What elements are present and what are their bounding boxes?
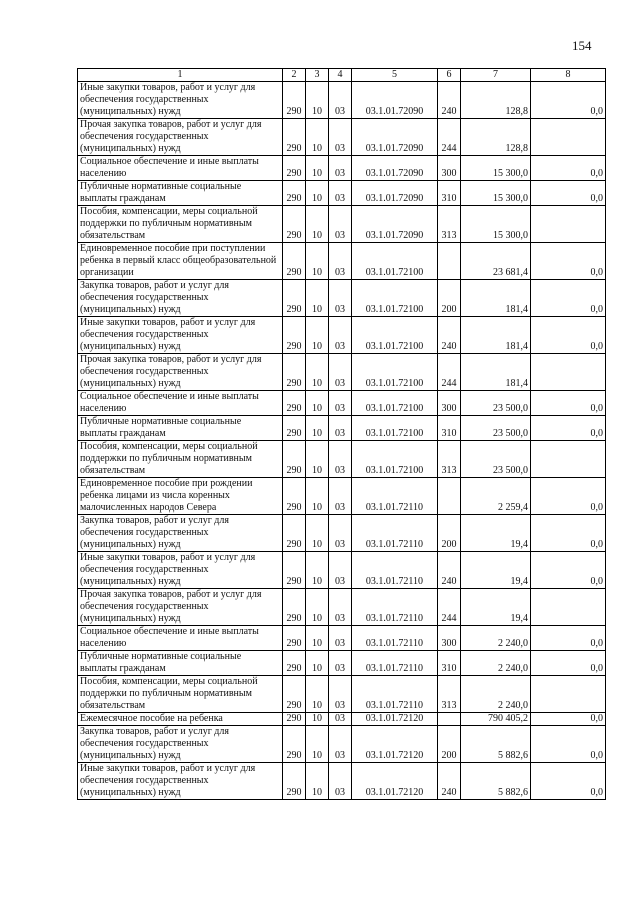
table-row bbox=[78, 243, 606, 280]
col-expense-type-cell: 244 bbox=[438, 119, 461, 156]
table-row bbox=[78, 206, 606, 243]
column-header-6: 6 bbox=[438, 69, 461, 82]
col-target-article-cell: 03.1.01.72110 bbox=[352, 515, 438, 552]
col-ministry-cell: 290 bbox=[283, 206, 306, 243]
col-amount-cell: 128,8 bbox=[461, 119, 531, 156]
col-subsection-cell: 03 bbox=[329, 676, 352, 713]
col-section-cell: 10 bbox=[306, 317, 329, 354]
col-section-cell: 10 bbox=[306, 626, 329, 651]
col-change-cell: 0,0 bbox=[531, 478, 606, 515]
col-expense-type-cell bbox=[438, 713, 461, 726]
col-expense-type-cell: 200 bbox=[438, 726, 461, 763]
col-amount-cell: 5 882,6 bbox=[461, 763, 531, 800]
col-expense-type-cell: 200 bbox=[438, 280, 461, 317]
col-amount-cell: 19,4 bbox=[461, 515, 531, 552]
col-subsection-cell: 03 bbox=[329, 119, 352, 156]
table-row bbox=[78, 416, 606, 441]
col-change-cell: 0,0 bbox=[531, 763, 606, 800]
col-target-article-cell: 03.1.01.72100 bbox=[352, 416, 438, 441]
col-section-cell: 10 bbox=[306, 391, 329, 416]
col-target-article-cell: 03.1.01.72110 bbox=[352, 676, 438, 713]
col-subsection-cell: 03 bbox=[329, 280, 352, 317]
col-subsection-cell: 03 bbox=[329, 515, 352, 552]
col-name-cell: Пособия, компенсации, меры социальной поддержки по публичным нормативным обязательствам bbox=[78, 441, 283, 478]
col-expense-type-cell: 200 bbox=[438, 515, 461, 552]
col-amount-cell: 23 500,0 bbox=[461, 416, 531, 441]
col-ministry-cell: 290 bbox=[283, 589, 306, 626]
col-ministry-cell: 290 bbox=[283, 676, 306, 713]
table-row bbox=[78, 391, 606, 416]
col-subsection-cell: 03 bbox=[329, 478, 352, 515]
col-target-article-cell: 03.1.01.72110 bbox=[352, 651, 438, 676]
col-ministry-cell: 290 bbox=[283, 181, 306, 206]
table-header-row bbox=[78, 69, 606, 82]
col-name-cell: Закупка товаров, работ и услуг для обеспечения государственных (муниципальных) нужд bbox=[78, 515, 283, 552]
col-expense-type-cell: 310 bbox=[438, 651, 461, 676]
column-header-8: 8 bbox=[531, 69, 606, 82]
budget-table bbox=[77, 68, 606, 800]
col-ministry-cell: 290 bbox=[283, 763, 306, 800]
col-target-article-cell: 03.1.01.72090 bbox=[352, 206, 438, 243]
col-ministry-cell: 290 bbox=[283, 552, 306, 589]
col-change-cell: 0,0 bbox=[531, 243, 606, 280]
table-row bbox=[78, 354, 606, 391]
col-target-article-cell: 03.1.01.72110 bbox=[352, 626, 438, 651]
col-expense-type-cell: 240 bbox=[438, 317, 461, 354]
col-expense-type-cell: 244 bbox=[438, 589, 461, 626]
column-header-7: 7 bbox=[461, 69, 531, 82]
col-expense-type-cell: 300 bbox=[438, 391, 461, 416]
col-change-cell: 0,0 bbox=[531, 626, 606, 651]
col-expense-type-cell: 300 bbox=[438, 626, 461, 651]
col-name-cell: Прочая закупка товаров, работ и услуг для обеспечения государственных (муниципальных) нужд bbox=[78, 589, 283, 626]
col-target-article-cell: 03.1.01.72100 bbox=[352, 441, 438, 478]
col-target-article-cell: 03.1.01.72090 bbox=[352, 119, 438, 156]
table-row bbox=[78, 726, 606, 763]
col-subsection-cell: 03 bbox=[329, 317, 352, 354]
col-name-cell: Пособия, компенсации, меры социальной поддержки по публичным нормативным обязательствам bbox=[78, 206, 283, 243]
col-name-cell: Единовременное пособие при рождении ребенка лицами из числа коренных малочисленных народов Севера bbox=[78, 478, 283, 515]
col-ministry-cell: 290 bbox=[283, 626, 306, 651]
col-subsection-cell: 03 bbox=[329, 181, 352, 206]
col-expense-type-cell: 310 bbox=[438, 181, 461, 206]
col-section-cell: 10 bbox=[306, 119, 329, 156]
col-name-cell: Прочая закупка товаров, работ и услуг для обеспечения государственных (муниципальных) нужд bbox=[78, 354, 283, 391]
table-row bbox=[78, 119, 606, 156]
col-name-cell: Единовременное пособие при поступлении ребенка в первый класс общеобразовательной организации bbox=[78, 243, 283, 280]
col-ministry-cell: 290 bbox=[283, 713, 306, 726]
col-name-cell: Публичные нормативные социальные выплаты гражданам bbox=[78, 181, 283, 206]
column-header-3: 3 bbox=[306, 69, 329, 82]
col-change-cell: 0,0 bbox=[531, 280, 606, 317]
col-change-cell: 0,0 bbox=[531, 726, 606, 763]
col-section-cell: 10 bbox=[306, 206, 329, 243]
col-section-cell: 10 bbox=[306, 713, 329, 726]
col-expense-type-cell: 313 bbox=[438, 206, 461, 243]
col-target-article-cell: 03.1.01.72090 bbox=[352, 82, 438, 119]
col-amount-cell: 19,4 bbox=[461, 589, 531, 626]
col-change-cell: 0,0 bbox=[531, 156, 606, 181]
col-section-cell: 10 bbox=[306, 82, 329, 119]
col-target-article-cell: 03.1.01.72110 bbox=[352, 478, 438, 515]
col-ministry-cell: 290 bbox=[283, 391, 306, 416]
col-expense-type-cell: 240 bbox=[438, 82, 461, 119]
col-ministry-cell: 290 bbox=[283, 156, 306, 181]
col-section-cell: 10 bbox=[306, 243, 329, 280]
table-row bbox=[78, 763, 606, 800]
col-section-cell: 10 bbox=[306, 763, 329, 800]
col-section-cell: 10 bbox=[306, 354, 329, 391]
col-section-cell: 10 bbox=[306, 478, 329, 515]
col-name-cell: Ежемесячное пособие на ребенка bbox=[78, 713, 283, 726]
col-ministry-cell: 290 bbox=[283, 354, 306, 391]
table-row bbox=[78, 713, 606, 726]
col-section-cell: 10 bbox=[306, 676, 329, 713]
col-subsection-cell: 03 bbox=[329, 651, 352, 676]
col-subsection-cell: 03 bbox=[329, 626, 352, 651]
col-subsection-cell: 03 bbox=[329, 416, 352, 441]
col-expense-type-cell: 300 bbox=[438, 156, 461, 181]
col-section-cell: 10 bbox=[306, 280, 329, 317]
col-ministry-cell: 290 bbox=[283, 243, 306, 280]
col-name-cell: Социальное обеспечение и иные выплаты населению bbox=[78, 391, 283, 416]
col-amount-cell: 23 500,0 bbox=[461, 391, 531, 416]
col-ministry-cell: 290 bbox=[283, 726, 306, 763]
col-change-cell: 0,0 bbox=[531, 552, 606, 589]
col-subsection-cell: 03 bbox=[329, 713, 352, 726]
col-subsection-cell: 03 bbox=[329, 82, 352, 119]
col-change-cell: 0,0 bbox=[531, 181, 606, 206]
col-target-article-cell: 03.1.01.72100 bbox=[352, 317, 438, 354]
col-ministry-cell: 290 bbox=[283, 82, 306, 119]
col-change-cell: 0,0 bbox=[531, 317, 606, 354]
col-change-cell bbox=[531, 206, 606, 243]
col-name-cell: Закупка товаров, работ и услуг для обеспечения государственных (муниципальных) нужд bbox=[78, 280, 283, 317]
col-target-article-cell: 03.1.01.72100 bbox=[352, 243, 438, 280]
col-subsection-cell: 03 bbox=[329, 763, 352, 800]
col-expense-type-cell: 313 bbox=[438, 441, 461, 478]
table-row bbox=[78, 156, 606, 181]
col-amount-cell: 19,4 bbox=[461, 552, 531, 589]
table-row bbox=[78, 626, 606, 651]
col-name-cell: Социальное обеспечение и иные выплаты населению bbox=[78, 626, 283, 651]
col-change-cell: 0,0 bbox=[531, 416, 606, 441]
col-section-cell: 10 bbox=[306, 726, 329, 763]
col-change-cell bbox=[531, 441, 606, 478]
col-expense-type-cell: 240 bbox=[438, 763, 461, 800]
col-subsection-cell: 03 bbox=[329, 726, 352, 763]
table-row bbox=[78, 515, 606, 552]
column-header-4: 4 bbox=[329, 69, 352, 82]
col-change-cell: 0,0 bbox=[531, 713, 606, 726]
table-row bbox=[78, 478, 606, 515]
col-amount-cell: 23 500,0 bbox=[461, 441, 531, 478]
col-amount-cell: 23 681,4 bbox=[461, 243, 531, 280]
col-ministry-cell: 290 bbox=[283, 651, 306, 676]
col-name-cell: Пособия, компенсации, меры социальной поддержки по публичным нормативным обязательствам bbox=[78, 676, 283, 713]
col-change-cell bbox=[531, 589, 606, 626]
col-amount-cell: 181,4 bbox=[461, 317, 531, 354]
col-section-cell: 10 bbox=[306, 441, 329, 478]
page-number: 154 bbox=[572, 38, 592, 53]
col-change-cell: 0,0 bbox=[531, 391, 606, 416]
col-name-cell: Иные закупки товаров, работ и услуг для обеспечения государственных (муниципальных) нужд bbox=[78, 317, 283, 354]
col-name-cell: Закупка товаров, работ и услуг для обеспечения государственных (муниципальных) нужд bbox=[78, 726, 283, 763]
col-expense-type-cell: 313 bbox=[438, 676, 461, 713]
col-subsection-cell: 03 bbox=[329, 206, 352, 243]
table-row bbox=[78, 280, 606, 317]
col-amount-cell: 2 240,0 bbox=[461, 651, 531, 676]
col-section-cell: 10 bbox=[306, 515, 329, 552]
col-target-article-cell: 03.1.01.72090 bbox=[352, 156, 438, 181]
col-ministry-cell: 290 bbox=[283, 119, 306, 156]
col-amount-cell: 2 240,0 bbox=[461, 676, 531, 713]
col-name-cell: Публичные нормативные социальные выплаты гражданам bbox=[78, 416, 283, 441]
col-change-cell: 0,0 bbox=[531, 515, 606, 552]
table-row bbox=[78, 82, 606, 119]
col-name-cell: Публичные нормативные социальные выплаты гражданам bbox=[78, 651, 283, 676]
table-body bbox=[78, 82, 606, 800]
col-expense-type-cell: 244 bbox=[438, 354, 461, 391]
col-name-cell: Иные закупки товаров, работ и услуг для обеспечения государственных (муниципальных) нужд bbox=[78, 82, 283, 119]
col-expense-type-cell bbox=[438, 478, 461, 515]
col-change-cell bbox=[531, 676, 606, 713]
col-amount-cell: 2 240,0 bbox=[461, 626, 531, 651]
col-section-cell: 10 bbox=[306, 181, 329, 206]
column-header-5: 5 bbox=[352, 69, 438, 82]
col-change-cell: 0,0 bbox=[531, 82, 606, 119]
col-amount-cell: 128,8 bbox=[461, 82, 531, 119]
col-subsection-cell: 03 bbox=[329, 391, 352, 416]
col-target-article-cell: 03.1.01.72100 bbox=[352, 354, 438, 391]
col-change-cell: 0,0 bbox=[531, 651, 606, 676]
col-ministry-cell: 290 bbox=[283, 441, 306, 478]
table-row bbox=[78, 441, 606, 478]
col-target-article-cell: 03.1.01.72120 bbox=[352, 713, 438, 726]
col-ministry-cell: 290 bbox=[283, 317, 306, 354]
col-name-cell: Иные закупки товаров, работ и услуг для обеспечения государственных (муниципальных) нужд bbox=[78, 763, 283, 800]
col-amount-cell: 181,4 bbox=[461, 280, 531, 317]
col-target-article-cell: 03.1.01.72100 bbox=[352, 280, 438, 317]
col-section-cell: 10 bbox=[306, 416, 329, 441]
col-amount-cell: 790 405,2 bbox=[461, 713, 531, 726]
col-amount-cell: 2 259,4 bbox=[461, 478, 531, 515]
column-header-1: 1 bbox=[78, 69, 283, 82]
col-name-cell: Иные закупки товаров, работ и услуг для обеспечения государственных (муниципальных) нужд bbox=[78, 552, 283, 589]
col-subsection-cell: 03 bbox=[329, 441, 352, 478]
col-ministry-cell: 290 bbox=[283, 515, 306, 552]
col-expense-type-cell: 310 bbox=[438, 416, 461, 441]
col-subsection-cell: 03 bbox=[329, 552, 352, 589]
col-amount-cell: 181,4 bbox=[461, 354, 531, 391]
col-target-article-cell: 03.1.01.72120 bbox=[352, 726, 438, 763]
col-section-cell: 10 bbox=[306, 651, 329, 676]
col-target-article-cell: 03.1.01.72110 bbox=[352, 589, 438, 626]
table-row bbox=[78, 552, 606, 589]
col-change-cell bbox=[531, 354, 606, 391]
col-change-cell bbox=[531, 119, 606, 156]
col-subsection-cell: 03 bbox=[329, 589, 352, 626]
col-target-article-cell: 03.1.01.72120 bbox=[352, 763, 438, 800]
col-name-cell: Прочая закупка товаров, работ и услуг для обеспечения государственных (муниципальных) нужд bbox=[78, 119, 283, 156]
col-expense-type-cell: 240 bbox=[438, 552, 461, 589]
col-subsection-cell: 03 bbox=[329, 156, 352, 181]
col-amount-cell: 15 300,0 bbox=[461, 156, 531, 181]
col-section-cell: 10 bbox=[306, 552, 329, 589]
column-header-2: 2 bbox=[283, 69, 306, 82]
col-amount-cell: 15 300,0 bbox=[461, 181, 531, 206]
col-ministry-cell: 290 bbox=[283, 280, 306, 317]
col-target-article-cell: 03.1.01.72100 bbox=[352, 391, 438, 416]
col-subsection-cell: 03 bbox=[329, 243, 352, 280]
col-target-article-cell: 03.1.01.72110 bbox=[352, 552, 438, 589]
table-row bbox=[78, 181, 606, 206]
col-section-cell: 10 bbox=[306, 156, 329, 181]
col-subsection-cell: 03 bbox=[329, 354, 352, 391]
table-row bbox=[78, 651, 606, 676]
table-row bbox=[78, 317, 606, 354]
table-row bbox=[78, 589, 606, 626]
col-name-cell: Социальное обеспечение и иные выплаты населению bbox=[78, 156, 283, 181]
col-amount-cell: 5 882,6 bbox=[461, 726, 531, 763]
table-row bbox=[78, 676, 606, 713]
col-target-article-cell: 03.1.01.72090 bbox=[352, 181, 438, 206]
col-expense-type-cell bbox=[438, 243, 461, 280]
col-section-cell: 10 bbox=[306, 589, 329, 626]
col-amount-cell: 15 300,0 bbox=[461, 206, 531, 243]
col-ministry-cell: 290 bbox=[283, 478, 306, 515]
col-ministry-cell: 290 bbox=[283, 416, 306, 441]
